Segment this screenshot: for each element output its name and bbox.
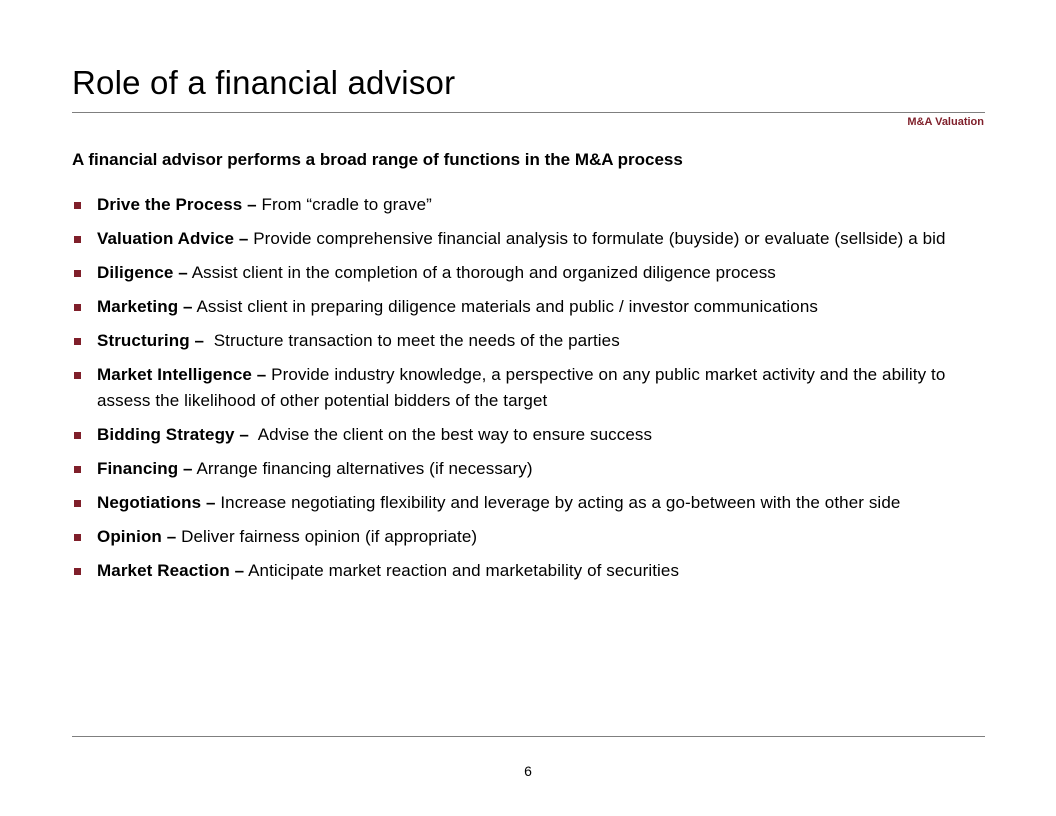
- section-label: M&A Valuation: [907, 116, 984, 128]
- bullet-label: Financing –: [97, 459, 193, 478]
- bullet-label: Structuring –: [97, 331, 205, 350]
- bullet-label: Market Intelligence –: [97, 365, 267, 384]
- square-bullet-icon: [74, 202, 81, 209]
- bullet-text: Provide comprehensive financial analysis to formulate (buyside) or evaluate (sellside) a bid: [248, 229, 946, 248]
- bullet-label: Drive the Process –: [97, 195, 257, 214]
- bullet-label: Marketing –: [97, 297, 193, 316]
- square-bullet-icon: [74, 372, 81, 379]
- bullet-item: [72, 422, 972, 448]
- bullet-text: Arrange financing alternatives (if necessary): [192, 459, 533, 478]
- bullet-item: [72, 558, 972, 584]
- page-number: 6: [524, 763, 532, 779]
- bullet-label: Market Reaction –: [97, 561, 245, 580]
- bullet-item: [72, 490, 972, 516]
- square-bullet-icon: [74, 500, 81, 507]
- square-bullet-icon: [74, 270, 81, 277]
- bullet-item: [72, 328, 972, 354]
- bullet-text: Advise the client on the best way to ensure success: [249, 425, 653, 444]
- bullet-item: [72, 294, 972, 320]
- square-bullet-icon: [74, 466, 81, 473]
- slide-title: Role of a financial advisor: [72, 64, 456, 101]
- bullet-text: Increase negotiating flexibility and leverage by acting as a go-between with the other side: [215, 493, 901, 512]
- bullet-item: [72, 456, 972, 482]
- title-divider: [72, 112, 985, 113]
- bullet-text: Provide industry knowledge, a perspective on any public market activity and the ability to assess the likelihood of other potential bidders of the target: [97, 365, 946, 410]
- slide-subtitle: A financial advisor performs a broad range of functions in the M&A process: [72, 150, 683, 169]
- square-bullet-icon: [74, 534, 81, 541]
- bullet-text: Assist client in preparing diligence materials and public / investor communications: [192, 297, 818, 316]
- bullet-label: Opinion –: [97, 527, 177, 546]
- square-bullet-icon: [74, 338, 81, 345]
- bullet-label: Valuation Advice –: [97, 229, 249, 248]
- square-bullet-icon: [74, 236, 81, 243]
- bullet-item: [72, 524, 972, 550]
- square-bullet-icon: [74, 568, 81, 575]
- bullet-item: [72, 192, 972, 218]
- footer-divider: [72, 736, 985, 737]
- bullet-label: Negotiations –: [97, 493, 216, 512]
- bullet-item: [72, 226, 972, 252]
- bullet-text: Structure transaction to meet the needs of the parties: [204, 331, 620, 350]
- bullet-text: From “cradle to grave”: [256, 195, 432, 214]
- square-bullet-icon: [74, 432, 81, 439]
- bullet-item: [72, 362, 972, 414]
- bullet-text: Assist client in the completion of a thorough and organized diligence process: [187, 263, 776, 282]
- bullet-label: Bidding Strategy –: [97, 425, 249, 444]
- bullet-list: [72, 192, 972, 592]
- bullet-text: Anticipate market reaction and marketability of securities: [244, 561, 680, 580]
- bullet-text: Deliver fairness opinion (if appropriate): [176, 527, 478, 546]
- square-bullet-icon: [74, 304, 81, 311]
- bullet-item: [72, 260, 972, 286]
- bullet-label: Diligence –: [97, 263, 188, 282]
